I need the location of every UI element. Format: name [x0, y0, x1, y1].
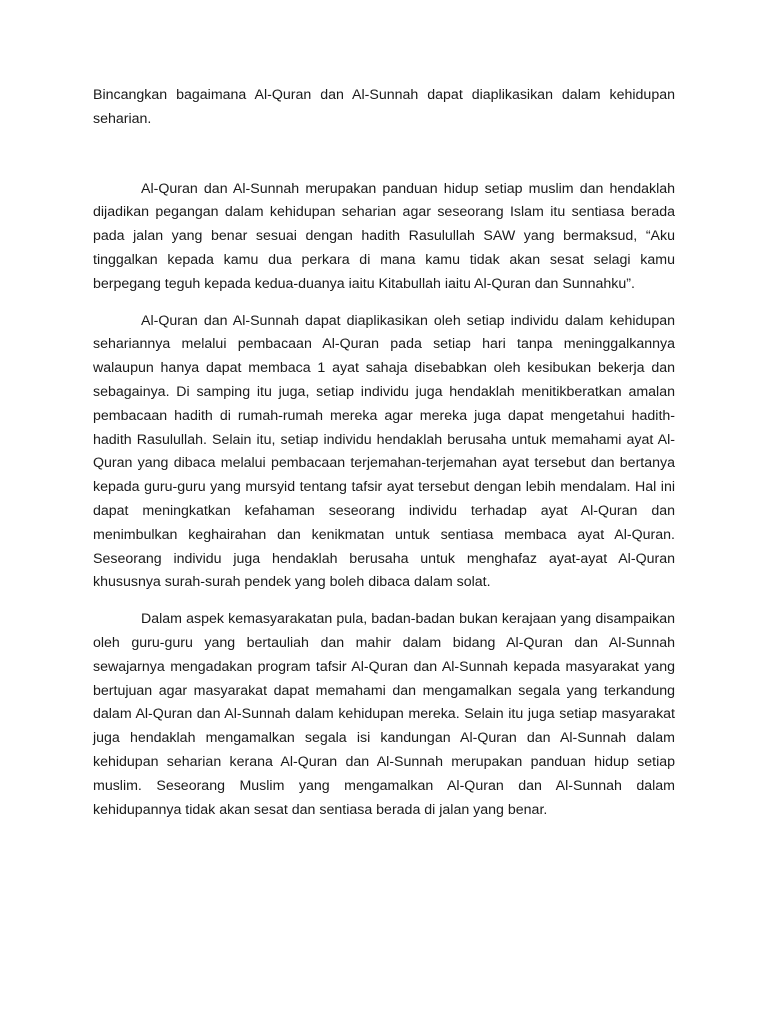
paragraph-introduction: Al-Quran dan Al-Sunnah merupakan panduan hidup setiap muslim dan hendaklah dijadikan pegangan dalam kehidupan seharian agar seseorang Islam itu sentiasa berada pada jalan yang benar sesuai dengan hadith Rasulullah SAW yang bermaksud, “Aku tinggalkan kepada kamu dua perkara di mana kamu tidak akan sesat selagi kamu berpegang teguh kepada kedua-duanya iaitu Kitabullah iaitu Al-Quran dan Sunnahku”.: [93, 180, 675, 292]
essay-question: Bincangkan bagaimana Al-Quran dan Al-Sunnah dapat diaplikasikan dalam kehidupan seharian.: [93, 87, 675, 127]
document-page: [93, 84, 675, 835]
paragraph-individual-application: Al-Quran dan Al-Sunnah dapat diaplikasikan oleh setiap individu dalam kehidupan sehariannya melalui pembacaan Al-Quran pada setiap hari tanpa meninggalkannya walaupun hanya dapat membaca 1 ayat sahaja disebabkan oleh kesibukan bekerja dan sebagainya. Di samping itu juga, setiap individu juga hendaklah menitikberatkan amalan pembacaan hadith di rumah-rumah mereka agar mereka juga dapat mengetahui hadith-hadith Rasulullah. Selain itu, setiap individu hendaklah berusaha untuk memahami ayat Al-Quran yang dibaca melalui pembacaan terjemahan-terjemahan ayat tersebut dan bertanya kepada guru-guru yang mursyid tentang tafsir ayat tersebut dengan lebih mendalam. Hal ini dapat meningkatkan kefahaman seseorang individu terhadap ayat Al-Quran dan menimbulkan keghairahan dan kenikmatan untuk sentiasa membaca ayat Al-Quran. Seseorang individu juga hendaklah berusaha untuk menghafaz ayat-ayat Al-Quran khususnya surah-surah pendek yang boleh dibaca dalam solat.: [93, 312, 675, 591]
paragraph-community-application: Dalam aspek kemasyarakatan pula, badan-badan bukan kerajaan yang disampaikan oleh guru-guru yang bertauliah dan mahir dalam bidang Al-Quran dan Al-Sunnah sewajarnya mengadakan program tafsir Al-Quran dan Al-Sunnah kepada masyarakat yang bertujuan agar masyarakat dapat memahami dan mengamalkan segala yang terkandung dalam Al-Quran dan Al-Sunnah dalam kehidupan mereka. Selain itu juga setiap masyarakat juga hendaklah mengamalkan segala isi kandungan Al-Quran dan Al-Sunnah dalam kehidupan seharian kerana Al-Quran dan Al-Sunnah merupakan panduan hidup setiap muslim. Seseorang Muslim yang mengamalkan Al-Quran dan Al-Sunnah dalam kehidupannya tidak akan sesat dan sentiasa berada di jalan yang benar.: [93, 611, 675, 818]
